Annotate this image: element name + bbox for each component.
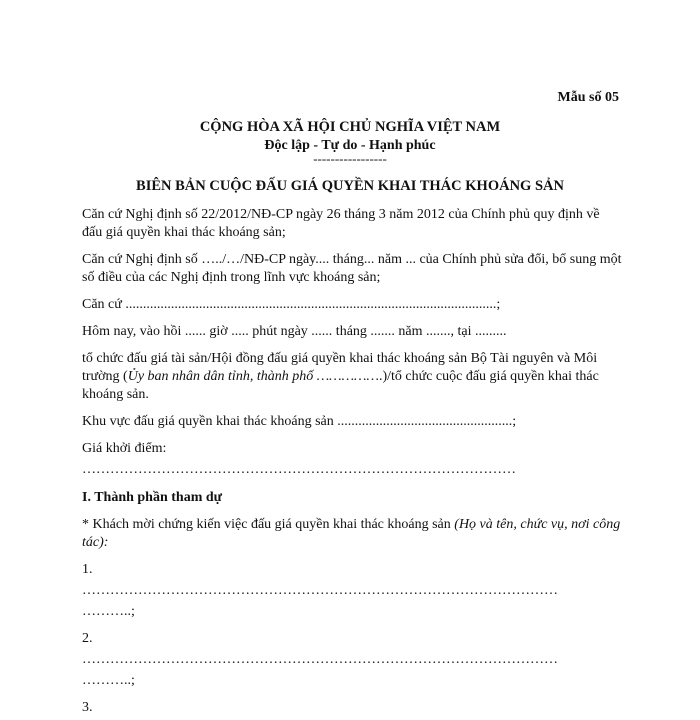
section-participants-title: I. Thành phần tham dự	[82, 490, 223, 505]
starting-price-line: …………………………………………………………………………………	[82, 462, 516, 477]
guest-item-line: …………………………………………………………………………………………	[82, 583, 558, 598]
organizer-text-c: .)/tổ chức cuộc đấu giá quyền khai thác khoáng sản.	[82, 369, 599, 402]
nation-name: CỘNG HÒA XÃ HỘI CHỦ NGHĨA VIỆT NAM	[199, 119, 501, 135]
guest-item	[82, 699, 622, 717]
starting-price-label: Giá khởi điểm:	[82, 441, 167, 456]
guests-intro	[82, 516, 622, 552]
national-motto: Độc lập - Tự do - Hạnh phúc	[264, 138, 436, 153]
organizer-text-italic: Ủy ban nhân dân tỉnh, thành phố ……………	[127, 369, 379, 384]
guest-item-number: 3.	[82, 700, 93, 715]
guest-item-line: …………………………………………………………………………………………	[82, 652, 558, 667]
paragraph-organizer	[82, 350, 622, 404]
document-body	[82, 206, 622, 720]
paragraph-legal-basis-1: Căn cứ Nghị định số 22/2012/NĐ-CP ngày 26 tháng 3 năm 2012 của Chính phủ quy định về đấu giá quyền khai thác khoáng sản;	[82, 207, 600, 240]
organizer-text-a: tổ chức đấu giá tài sản/Hội đồng đấu giá quyền khai thác khoáng sản Bộ Tài nguyên và Môi trường (	[82, 351, 598, 384]
paragraph-auction-area: Khu vực đấu giá quyền khai thác khoáng sản ..................................................;	[82, 414, 517, 429]
guest-item-number: 2.	[82, 631, 93, 646]
paragraph-legal-basis-3: Căn cứ ..........................................................................................................;	[82, 297, 501, 312]
guest-item-number: 1.	[82, 562, 93, 577]
paragraph-legal-basis-2: Căn cứ Nghị định số …../…/NĐ-CP ngày.... tháng... năm ... của Chính phủ sửa đổi, bổ sung một số điều của các Nghị định trong lĩnh vực khoáng sản;	[82, 252, 622, 285]
document-title: BIÊN BẢN CUỘC ĐẤU GIÁ QUYỀN KHAI THÁC KHOÁNG SẢN	[136, 178, 564, 194]
guest-item-tail: ………..;	[82, 604, 135, 619]
guests-intro-text: * Khách mời chứng kiến việc đấu giá quyền khai thác khoáng sản	[82, 517, 455, 532]
guests-intro-italic: (Họ và tên, chức vụ, nơi công tác):	[82, 517, 621, 550]
header-rule: -----------------	[313, 151, 387, 166]
guest-item	[82, 561, 622, 621]
guest-item-tail: ………..;	[82, 673, 135, 688]
national-header	[0, 118, 700, 164]
guest-item	[82, 630, 622, 690]
paragraph-date-time: Hôm nay, vào hồi ...... giờ ..... phút ngày ...... tháng ....... năm ......., tại .........	[82, 324, 507, 339]
form-code: Mẫu số 05	[557, 90, 619, 105]
